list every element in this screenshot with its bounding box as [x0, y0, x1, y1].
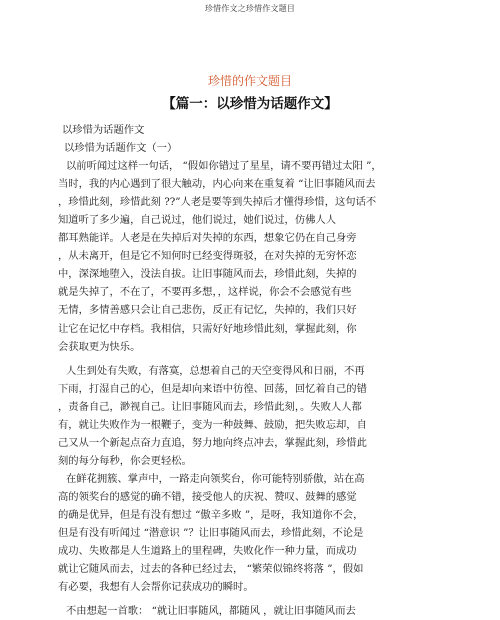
document-body — [58, 121, 450, 620]
text-line: 有，就让失败作为一根鞭子，变为一种鼓舞、鼓励，把失败忘却，自 — [58, 418, 367, 431]
text-line: 己又从一个新起点奋力直追，努力地向终点冲去，掌握此刻，珍惜此 — [58, 436, 367, 449]
text-line: 人生到处有失败，有落寞，总想着自己的天空变得风和日丽，不再 — [66, 364, 365, 377]
text-line: ，责备自己，渺视自己。让旧事随风而去，珍惜此刻，。失败人人都 — [58, 400, 362, 413]
document-title: 珍惜的作文题目 — [207, 74, 292, 88]
text-line: 以珍惜为话题作文 — [62, 124, 145, 136]
text-line: 的确是优异，但是有没有想过 “傲辛多败 ”，是呀，我知道你不会， — [58, 508, 364, 521]
text-line: 不由想起一首歌： “就让旧事随风，都随风 ，就让旧事随风而去 — [66, 605, 356, 618]
text-line: 高的领奖台的感觉的确不错，接受他人的庆祝、赞叹、鼓舞的感觉 — [58, 490, 357, 503]
text-line: 就让它随风而去，过去的各种已经过去， “繁荣似锦终将落 ”，假如 — [58, 563, 364, 576]
text-line: 以珍惜为话题作文（一） — [64, 142, 178, 155]
text-line: 有必要，我想有人会帮你记获成功的瞬时。 — [58, 581, 254, 594]
text-line: 都耳熟能详。人老是在失掉后对失掉的东西，想象它仍在自己身旁 — [58, 232, 357, 245]
text-line: 成功、失败都是人生道路上的里程碑，失败化作一种力量，而成功 — [58, 545, 357, 558]
text-line: 让它在记忆中存档。我相信，只需好好地珍惜此刻，掌握此刻，你 — [58, 322, 357, 335]
text-line: 但是有没有听闻过 “潜意识 ”？让旧事随风而去，珍惜此刻，不论是 — [58, 527, 364, 540]
text-line: 无情，多情善感只会让自己悲伤，反正有记忆，失掉的，我们只好 — [58, 304, 357, 317]
text-line: 在鲜花拥簇、掌声中，一路走向领奖台，你可能特别骄傲，站在高 — [66, 472, 365, 485]
text-line: ，珍惜此刻，珍惜此刻 ??”人老是要等到失掉后才懂得珍惜，这句话不 — [58, 196, 377, 209]
text-line: ，从未离开，但是它不知何时已经变得斑驳，在对失掉的无穷怀恋 — [58, 250, 357, 263]
text-line: 中，深深地堕入，没法自拔。让旧事随风而去，珍惜此刻，失掉的 — [58, 268, 357, 281]
text-line: 会获取更为快乐。 — [58, 340, 141, 353]
text-line: 下雨，打湿自己的心，但是却向来语中彷徨、回荡，回忆着自己的错 — [58, 382, 367, 395]
text-line: 以前听闻过这样一句话， “假如你错过了星星，请不要再错过太阳 ”， — [66, 160, 382, 173]
running-header: 珍惜作文之珍惜作文题目 — [204, 4, 296, 13]
text-line: 就是失掉了，不在了，不要再多想，，这样说，你会不会感觉有些 — [58, 286, 352, 299]
text-line: 当时，我的内心遇到了很大触动，内心向来在重复着 “让旧事随风而去 — [58, 178, 376, 191]
text-line: 刻的每分每秒，你会更轻松。 — [58, 454, 192, 467]
section-title: 【篇一：以珍惜为话题作文】 — [162, 96, 338, 112]
text-line: 知道听了多少遍，自己说过，他们说过，她们说过，仿佛人人 — [58, 214, 337, 227]
